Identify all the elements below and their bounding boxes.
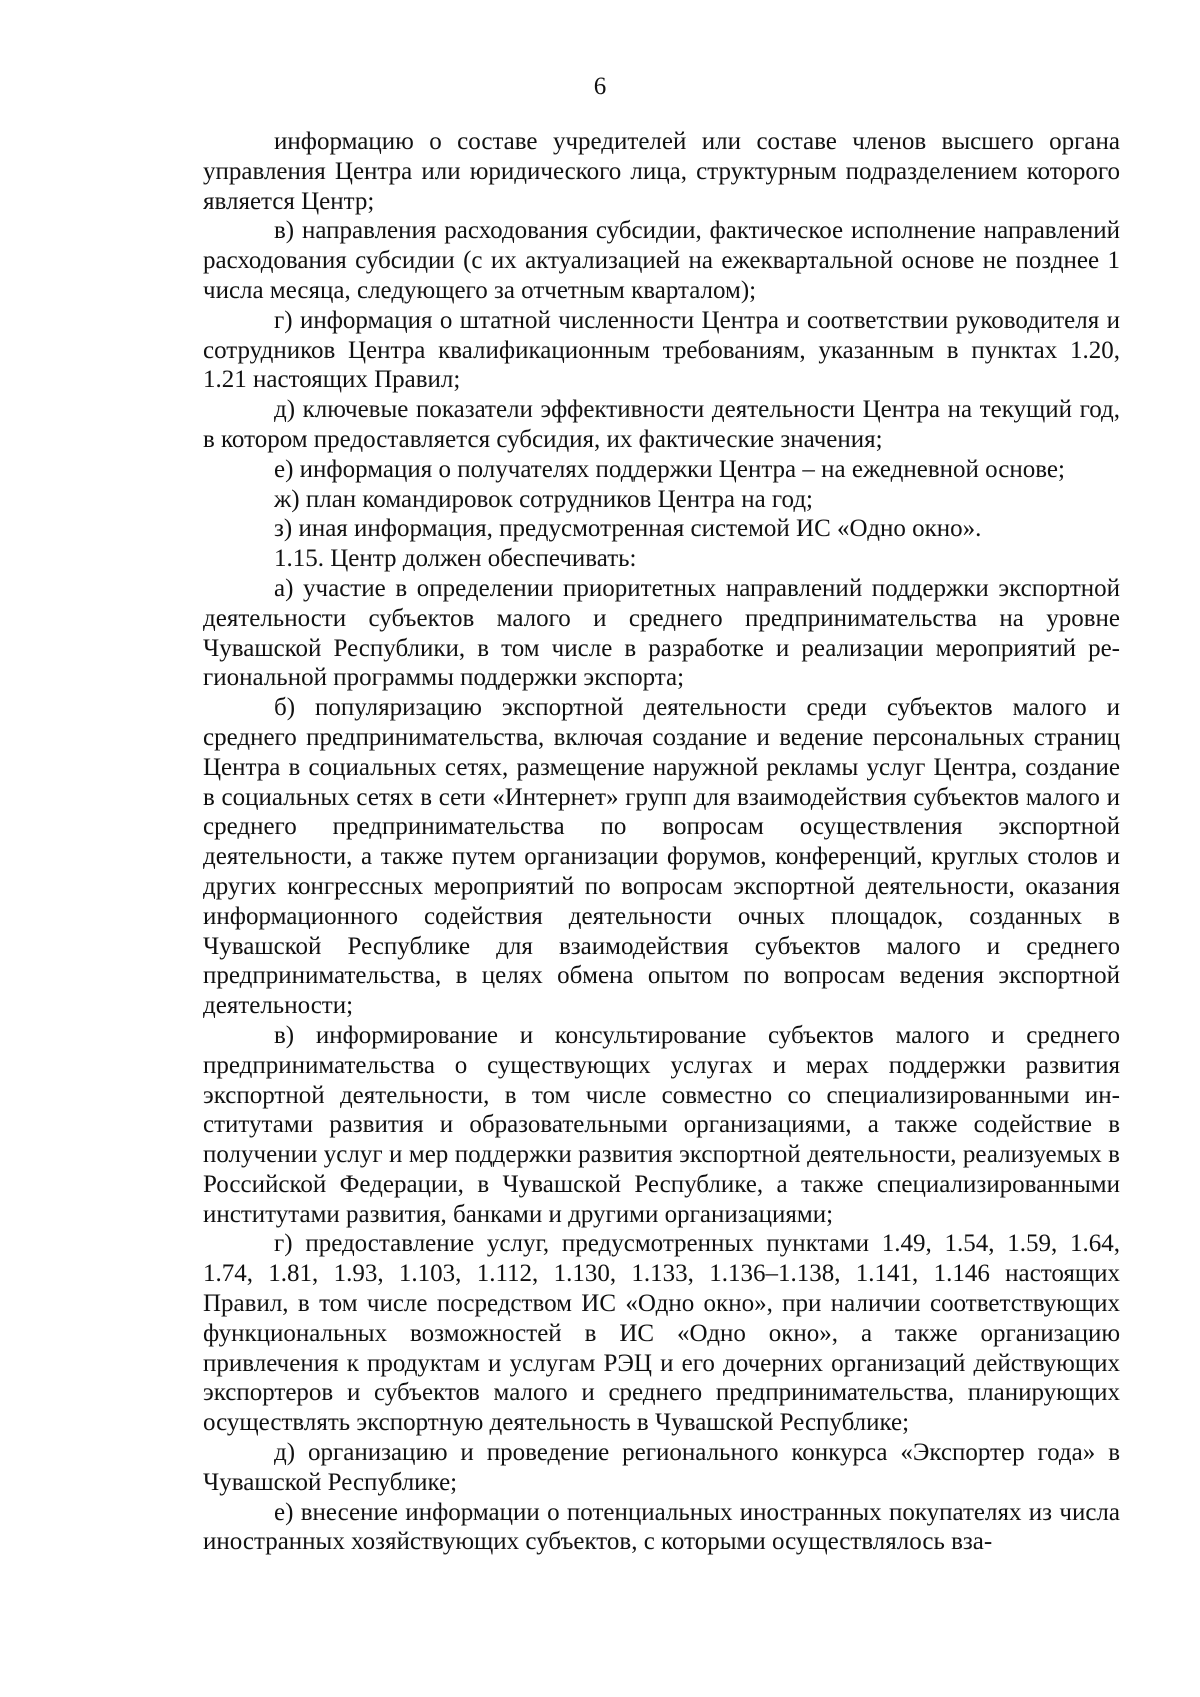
paragraph-item-e-buyers: е) внесение информации о потенциальных иностранных покупателях из числа иностранных хозяйствующих субъектов, с которыми осуществлялось вза-	[203, 1498, 1120, 1556]
document-body	[203, 127, 1120, 1557]
paragraph-item-d-kpi: д) ключевые показатели эффективности деятельности Центра на текущий год, в котором предоставляется субсидия, их фактические значения;	[203, 396, 1120, 453]
paragraph-founders-info: информацию о составе учредителей или составе членов высшего органа управления Центра или юридического лица, структурным подразделением которого является Центр;	[203, 128, 1120, 215]
paragraph-item-a-priorities: а) участие в определении приоритетных направлений поддержки экспортной деятельности субъектов малого и среднего предпринимательства на уровне Чувашской Республики, в том числе в разработке и реализации мероприятий региональной программы поддержки экспорта;	[203, 574, 1120, 692]
paragraph-section-1-15: 1.15. Центр должен обеспечивать:	[274, 545, 637, 573]
paragraph-item-v-subsidy: в) направления расходования субсидии, фактическое исполнение направлений расходования субсидии (с их актуализацией на ежеквартальной основе не позднее 1 числа месяца, следующего за отчетным кварталом);	[203, 217, 1120, 304]
paragraph-item-zh-trips: ж) план командировок сотрудников Центра на год;	[274, 485, 813, 513]
paragraph-item-g-services: г) предоставление услуг, предусмотренных пунктами 1.49, 1.54, 1.59, 1.64, 1.74, 1.81, 1.93, 1.103, 1.112, 1.130, 1.133, 1.136–1.138, 1.141, 1.146 настоящих Правил, в том числе посредством ИС «Одно окно», при наличии соответствующих функциональных возможностей в ИС «Одно окно», а также организацию привлечения к продуктам и услугам РЭЦ и его дочерних организаций действующих экспортеров и субъектов малого и среднего предпринимательства, планирующих осуществлять экспортную деятельность в Чувашской Республике;	[203, 1230, 1120, 1437]
paragraph-item-d-contest: д) организацию и проведение регионального конкурса «Экспортер года» в Чувашской Республике;	[203, 1439, 1120, 1496]
paragraph-item-e-recipients: е) информация о получателях поддержки Центра – на ежедневной основе;	[274, 455, 1065, 483]
paragraph-item-v-consulting: в) информирование и консультирование субъектов малого и среднего предпринимательства о существующих услугах и мерах поддержки развития экспортной деятельности, в том числе совместно со специализированными институтами развития и образовательными организациями, а также содействие в получении услуг и мер поддержки развития экспортной деятельности, реализуемых в Российской Федерации, в Чувашской Республике, а также специализированными институтами развития, банками и другими организациями;	[203, 1021, 1120, 1228]
paragraph-item-b-popularization: б) популяризацию экспортной деятельности среди субъектов малого и среднего предпринимательства, включая создание и ведение персональных страниц Центра в социальных сетях, размещение наружной рекламы услуг Центра, создание в социальных сетях в сети «Интернет» групп для взаимодействия субъектов малого и среднего предпринимательства по вопросам осуществления экспортной деятельности, а также путем организации форумов, конференций, круглых столов и других конгрессных мероприятий по вопросам экспортной деятельности, оказания информационного содействия деятельности очных площадок, созданных в Чувашской Республике для взаимодействия субъектов малого и среднего предпринимательства, в целях обмена опытом по вопросам ведения экспортной деятельности;	[203, 694, 1120, 1020]
paragraph-item-g-staff: г) информация о штатной численности Центра и соответствии руководителя и сотрудников Центра квалификационным требованиям, указанным в пунктах 1.20, 1.21 настоящих Правил;	[203, 306, 1120, 394]
paragraph-item-z-other: з) иная информация, предусмотренная системой ИС «Одно окно».	[274, 515, 982, 543]
page-number: 6	[593, 73, 607, 100]
